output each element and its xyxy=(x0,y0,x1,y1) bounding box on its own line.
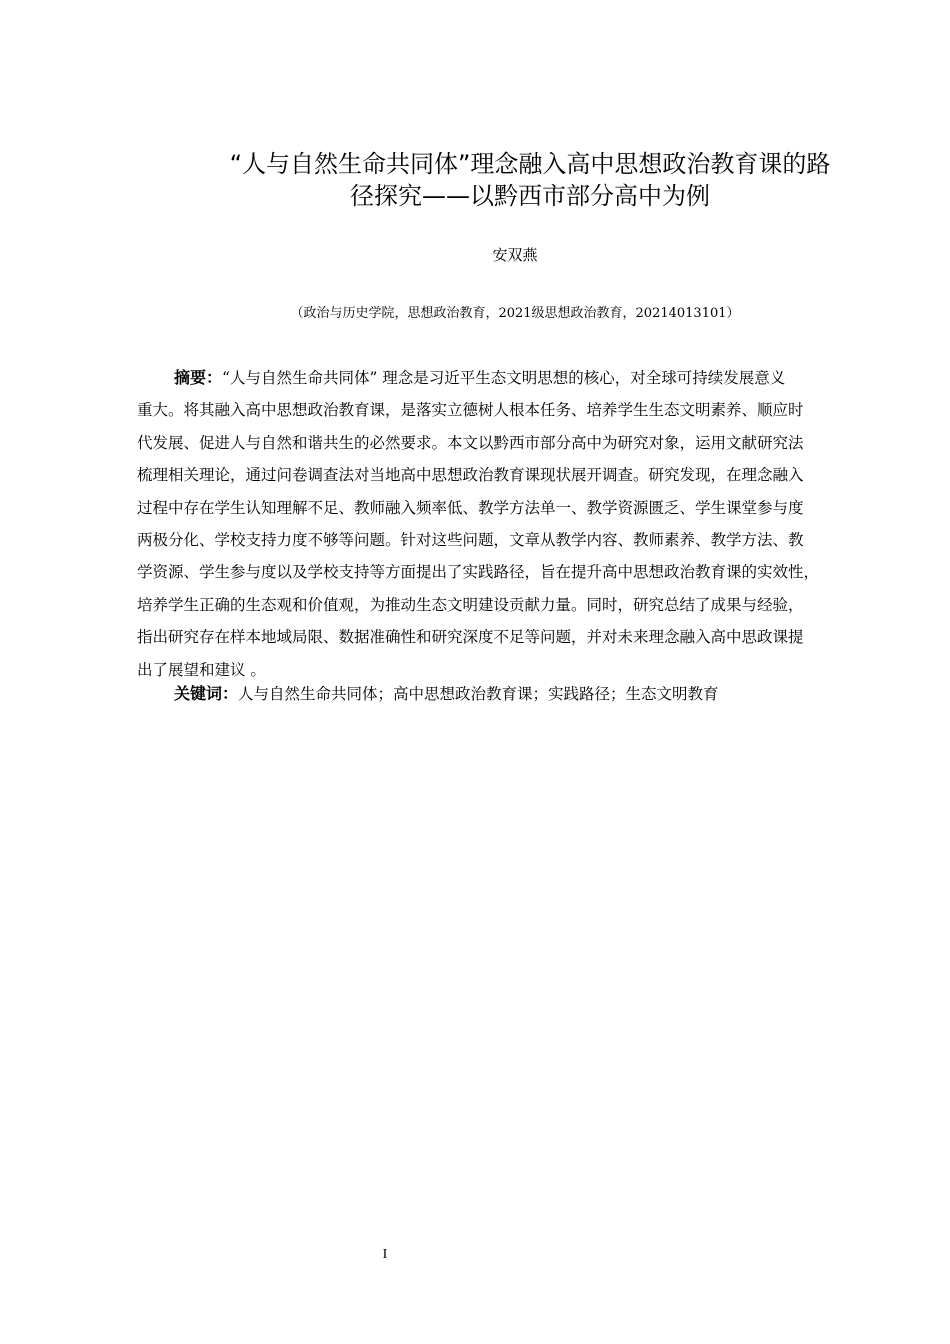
abstract-line-5: 过程中存在学生认知理解不足、教师融入频率低、教学方法单一、教学资源匮乏、学生课堂参与度 xyxy=(137,498,804,517)
abstract-line-9: 指出研究存在样本地域局限、数据准确性和研究深度不足等问题，并对未来理念融入高中思政课提 xyxy=(137,628,804,647)
abstract-label: 摘要： xyxy=(174,368,223,387)
keywords-label: 关键词： xyxy=(174,684,239,703)
abstract-line-7: 学资源、学生参与度以及学校支持等方面提出了实践路径，旨在提升高中思想政治教育课的实效性， xyxy=(137,563,820,582)
abstract-text: “人与自然生命共同体” 理念是习近平生态文明思想的核心，对全球可持续发展意义 xyxy=(222,369,786,387)
abstract-line-8: 培养学生正确的生态观和价值观，为推动生态文明建设贡献力量。同时，研究总结了成果与经验， xyxy=(137,595,804,614)
page-number: I xyxy=(382,1247,388,1262)
abstract-line-10: 出了展望和建议 。 xyxy=(137,660,266,679)
abstract-section xyxy=(137,362,863,686)
author-name: 安双燕 xyxy=(492,246,538,264)
keywords-text: 人与自然生命共同体；高中思想政治教育课；实践路径；生态文明教育 xyxy=(238,685,719,703)
abstract-line-2: 重大。将其融入高中思想政治教育课，是落实立德树人根本任务、培养学生生态文明素养、顺应时 xyxy=(137,401,804,420)
abstract-line-4: 梳理相关理论，通过问卷调查法对当地高中思想政治教育课现状展开调查。研究发现，在理念融入 xyxy=(137,466,804,485)
keywords-section xyxy=(137,680,863,708)
title-line-2: 径探究——以黔西市部分高中为例 xyxy=(350,182,710,210)
author-affiliation: （政治与历史学院，思想政治教育，2021级思想政治教育，20214013101） xyxy=(290,306,740,321)
paper-title xyxy=(140,148,920,212)
abstract-line-3: 代发展、促进人与自然和谐共生的必然要求。本文以黔西市部分高中为研究对象，运用文献研究法 xyxy=(137,433,804,452)
abstract-line-6: 两极分化、学校支持力度不够等问题。针对这些问题，文章从教学内容、教师素养、教学方法、教 xyxy=(137,530,804,549)
title-line-1: “人与自然生命共同体”理念融入高中思想政治教育课的路 xyxy=(229,150,831,178)
abstract-line-1 xyxy=(137,362,863,394)
